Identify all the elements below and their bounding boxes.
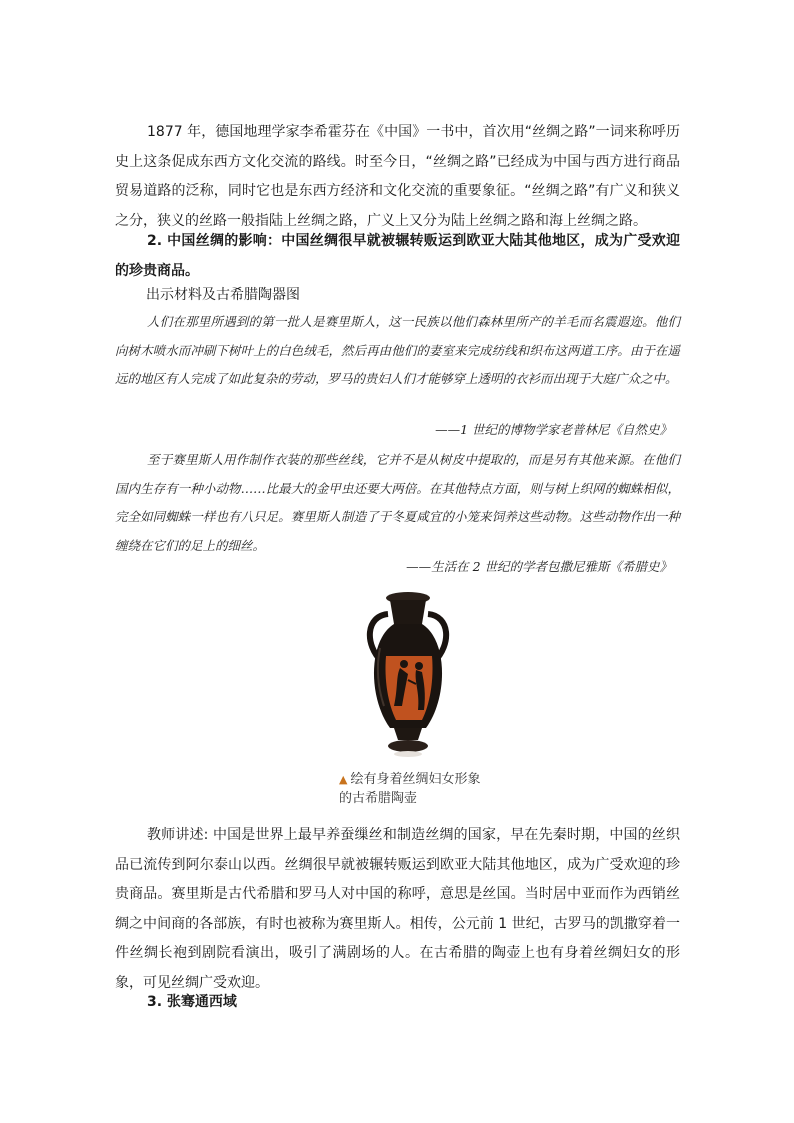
quote-pliny: 人们在那里所遇到的第一批人是赛里斯人，这一民族以他们森林里所产的羊毛而名震遐迩。他们向树木喷水而冲刷下树叶上的白色绒毛，然后再由他们的妻室来完成纺线和织布这两道工序。由于在遥远的地区有人完成了如此复杂的劳动，罗马的贵妇人们才能够穿上透明的衣衫而出现于大庭广众之中。 (115, 314, 680, 386)
quote-pausanias: 至于赛里斯人用作制作衣装的那些丝线，它并不是从树皮中提取的，而是另有其他来源。在他们国内生存有一种小动物……比最大的金甲虫还要大两倍。在其他特点方面，则与树上织网的蜘蛛相似，完全如同蜘蛛一样也有八只足。赛里斯人制造了于冬夏咸宜的小笼来饲养这些动物。这些动物作出一种缠绕在它们的足上的细丝。 (115, 452, 680, 553)
heading-zhang-qian: 3. 张骞通西域 (147, 994, 237, 1010)
greek-vase-image (360, 588, 456, 764)
vase-caption (339, 770, 480, 808)
teacher-talk-paragraph: 教师讲述: 中国是世界上最早养蚕缫丝和制造丝绸的国家，早在先秦时期，中国的丝织品已流传到阿尔泰山以西。丝绸很早就被辗转贩运到欧亚大陆其他地区，成为广受欢迎的珍贵商品。赛里斯是古代希腊和罗马人对中国的称呼，意思是丝国。当时居中亚而作为西销丝绸之中间商的各部族，有时也被称为赛里斯人。相传，公元前 1 世纪，古罗马的凯撒穿着一件丝绸长袍到剧院看演出，吸引了满剧场的人。在古希腊的陶壶上也有身着丝绸妇女的形象，可见丝绸广受欢迎。 (115, 827, 680, 991)
quote-pausanias-source: ——生活在 2 世纪的学者包撒尼雅斯《希腊史》 (406, 559, 672, 574)
heading-silk-influence: 2. 中国丝绸的影响：中国丝绸很早就被辗转贩运到欧亚大陆其他地区，成为广受欢迎的珍贵商品。 (115, 233, 680, 279)
materials-intro: 出示材料及古希腊陶器图 (146, 287, 300, 303)
quote-pliny-source: ——1 世纪的博物学家老普林尼《自然史》 (435, 422, 672, 437)
paragraph-silk-road-term: 1877 年，德国地理学家李希霍芬在《中国》一书中，首次用“丝绸之路”一词来称呼历史上这条促成东西方文化交流的路线。时至今日，“丝绸之路”已经成为中国与西方进行商品贸易道路的泛称，同时它也是东西方经济和文化交流的重要象征。“丝绸之路”有广义和狭义之分，狭义的丝路一般指陆上丝绸之路，广义上又分为陆上丝绸之路和海上丝绸之路。 (115, 124, 680, 229)
caption-line-1: 绘有身着丝绸妇女形象 (350, 772, 481, 787)
caption-line-2: 的古希腊陶壶 (339, 791, 418, 806)
triangle-marker-icon: ▲ (339, 773, 348, 786)
